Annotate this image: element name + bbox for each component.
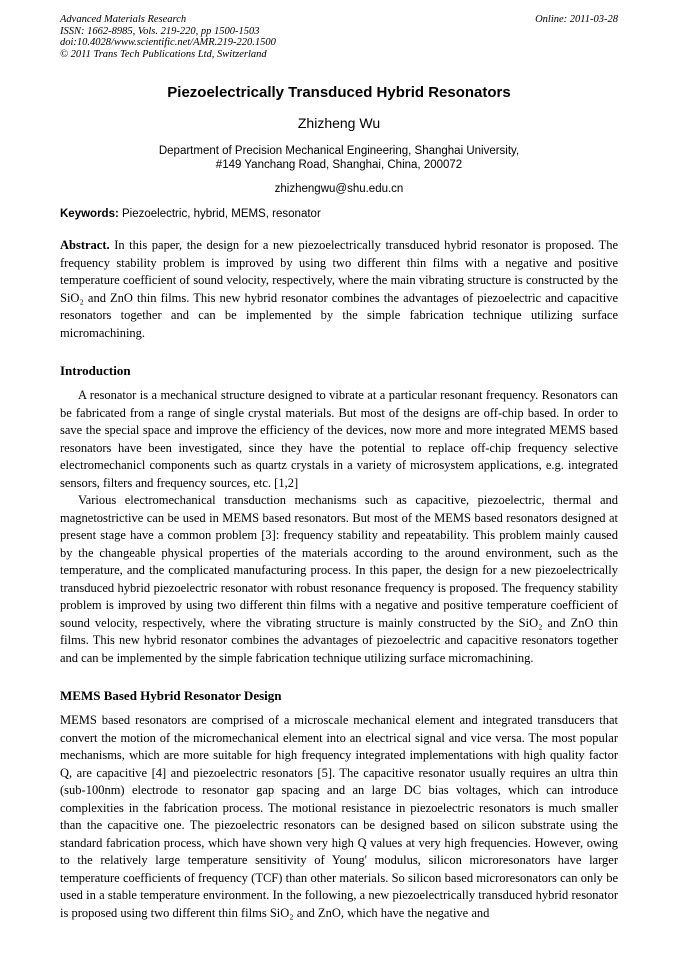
- keywords-text: Piezoelectric, hybrid, MEMS, resonator: [122, 208, 321, 220]
- section-heading-introduction: Introduction: [60, 363, 131, 378]
- introduction-paragraph-2: Various electromechanical transduction mechanisms such as capacitive, piezoelectric, thermal and magnetostrictive can be used in MEMS based resonators. But most of the MEMS based resonators designed at present stage have a common problem [3]: frequency stability and repeatability. This problem mainly caused by the changeable physical properties of the materials according to the around environment, such as the temperature, and the complicated manufacturing process. In this paper, the design for a new piezoelectrically transduced hybrid piezoelectric resonator with robust resonance frequency is proposed. The frequency stability problem is improved by using two different thin films with a negative and positive temperature coefficient of sound velocity, respectively, where the vibrating structure is mainly constructed by the SiO₂ and ZnO thin films. This new hybrid resonator combines the advantages of piezoelectric and capacitive resonators together and can be implemented by the simple fabrication technique utilizing surface micromachining.: [60, 493, 618, 665]
- affiliation: [60, 144, 618, 172]
- author-email: zhizhengwu@shu.edu.cn: [274, 183, 404, 195]
- journal-title: Advanced Materials Research: [60, 14, 187, 25]
- keywords-label: Keywords:: [60, 208, 119, 220]
- keywords-line: [60, 207, 618, 221]
- journal-header: [60, 14, 618, 60]
- abstract-text: In this paper, the design for a new piezoelectrically transduced hybrid resonator is proposed. The frequency stability problem is improved by using two different thin films with a negative and positive temperature coefficient of sound velocity, respectively, where the main vibrating structure is constructed by the SiO₂ and ZnO thin films. This new hybrid resonator combines the advantages of piezoelectric and capacitive resonators together and can be implemented by the simple fabrication technique utilizing surface micromachining.: [60, 238, 618, 340]
- affiliation-line-1: Department of Precision Mechanical Engineering, Shanghai University,: [158, 145, 520, 157]
- author-name: Zhizheng Wu: [297, 115, 381, 131]
- introduction-paragraph-1: A resonator is a mechanical structure designed to vibrate at a particular resonant frequency. Resonators can be fabricated from a range of single crystal materials. But most of the designs are off-chip based. In order to save the special space and improve the efficiency of the devices, now more and more integrated MEMS based resonators have been investigated, since they have the potential to replace off-chip frequency selective electromechanicl components such as quartz crystals in a variety of microsystem applications, e.g. integrated sensors, filters and frequency sources, etc. [1,2]: [60, 388, 618, 490]
- abstract-label: Abstract.: [60, 238, 110, 252]
- journal-issn-line: ISSN: 1662-8985, Vols. 219-220, pp 1500-1503: [60, 25, 260, 37]
- journal-copyright-line: © 2011 Trans Tech Publications Ltd, Switzerland: [60, 48, 267, 60]
- abstract: [60, 237, 618, 342]
- journal-header-left: [60, 14, 276, 60]
- mems-design-paragraph-1: MEMS based resonators are comprised of a microscale mechanical element and integrated transducers that convert the motion of the micromechanical element into an electrical signal and vice versa. The most popular mechanisms, which are more suitable for high frequency integrated implementations with high quality factor Q, are capacitive [4] and piezoelectric resonators [5]. The capacitive resonator usually requires an ultra thin (sub-100nm) electrode to resonator gap spacing and an large DC bias voltages, which can introduce complexities in the fabrication process. The motional resistance in piezoelectric resonators is much smaller than the capacitive one. The piezoelectric resonators can be designed based on silicon substrate using the standard fabrication process, which have shown very high Q values at very high frequencies. However, owing to the relatively large temperature sensitivity of Young' modulus, silicon microresonators have larger temperature coefficients of frequency (TCF) than other materials. So silicon based microresonators can only be used in a stable temperature environment. In the following, a new piezoelectrically transduced hybrid resonator is proposed using two different thin films SiO₂ and ZnO, which have the negative and: [60, 713, 618, 920]
- journal-doi-line: doi:10.4028/www.scientific.net/AMR.219-220.1500: [60, 37, 276, 48]
- section-heading-mems-design: MEMS Based Hybrid Resonator Design: [60, 688, 282, 703]
- online-date: Online: 2011-03-28: [535, 14, 618, 25]
- paper-title: Piezoelectrically Transduced Hybrid Resonators: [167, 84, 511, 101]
- affiliation-line-2: #149 Yanchang Road, Shanghai, China, 200072: [215, 159, 463, 171]
